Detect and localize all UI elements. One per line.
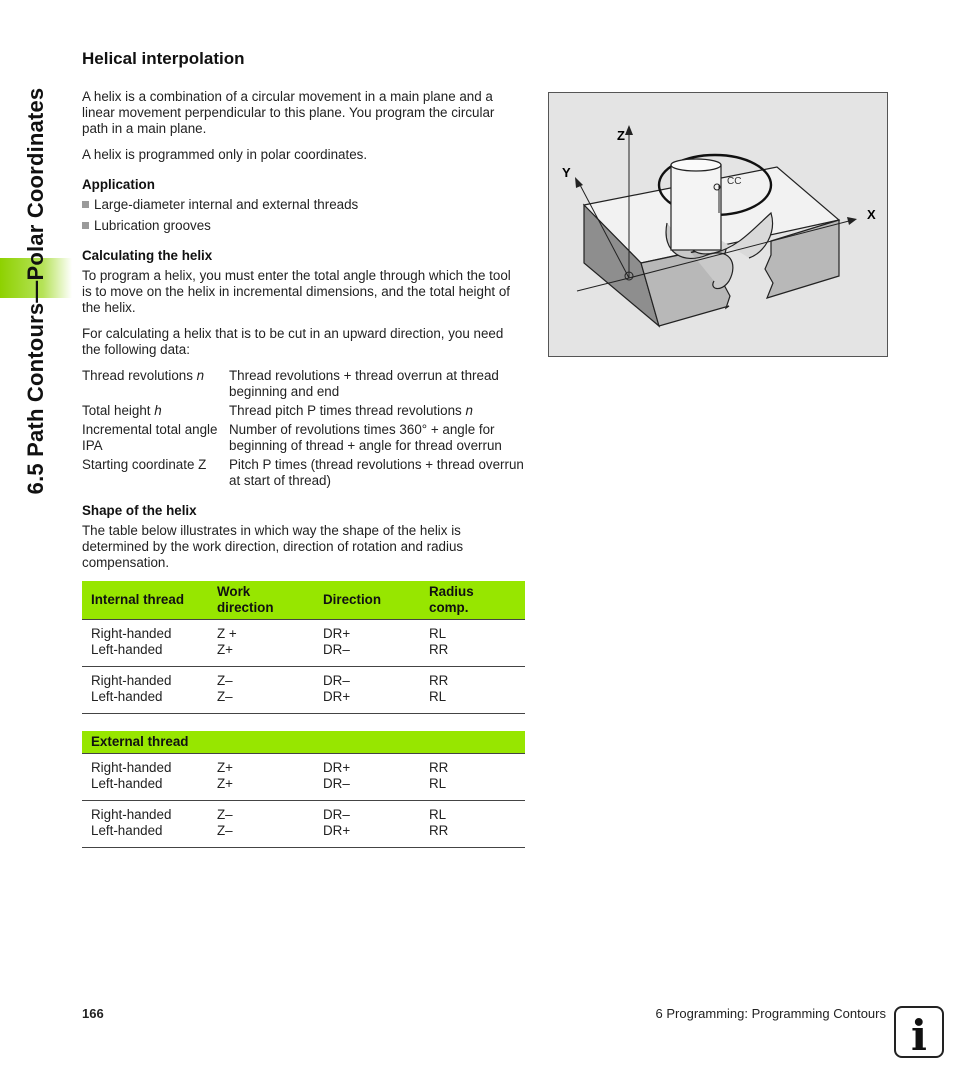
table-cell: RL RR	[420, 801, 525, 848]
calc-paragraph-1: To program a helix, you must enter the total angle through which the tool is to move on the helix in incremental dimensions, and the total height of the helix.	[82, 268, 511, 315]
list-item-text: Large-diameter internal and external threads	[94, 197, 359, 212]
param-desc-text: Pitch P times (thread revolutions + thread overrun at start of thread)	[229, 457, 524, 488]
bullet-square-icon	[82, 201, 89, 208]
param-term	[82, 368, 229, 400]
x-axis-arrow-icon	[847, 217, 857, 225]
calc-paragraph-2: For calculating a helix that is to be cut in an upward direction, you need the following data:	[82, 326, 504, 357]
helix-drawing	[549, 93, 887, 356]
main-column	[82, 48, 524, 848]
tool-top	[671, 159, 721, 171]
col-header: Internal thread	[82, 581, 208, 620]
table-row	[82, 754, 525, 801]
shape-paragraph: The table below illustrates in which way the shape of the helix is determined by the work direction, direction of rotation and radius compensation.	[82, 523, 464, 570]
table-cell: Z + Z+	[208, 620, 314, 667]
table-cell: RL RR	[420, 620, 525, 667]
table-cell: Z+ Z+	[208, 754, 314, 801]
param-desc-var: n	[465, 403, 473, 418]
table-cell: Z– Z–	[208, 801, 314, 848]
col-header: External thread	[82, 731, 525, 754]
page-title: Helical interpolation	[82, 49, 245, 68]
list-item	[82, 197, 524, 213]
x-axis-label: X	[867, 207, 876, 222]
param-term-text: Starting coordinate Z	[82, 457, 207, 472]
table-cell: DR+ DR–	[314, 620, 420, 667]
table-cell: DR– DR+	[314, 801, 420, 848]
param-desc-text: Thread revolutions + thread overrun at thread beginning and end	[229, 368, 499, 399]
info-glyph: i	[911, 1011, 927, 1056]
info-icon[interactable]	[894, 1006, 944, 1058]
param-desc-text: Thread pitch P times thread revolutions	[229, 403, 466, 418]
table-cell: Right-handed Left-handed	[82, 667, 208, 714]
intro-paragraph-2: A helix is programmed only in polar coordinates.	[82, 147, 368, 162]
param-term-text: Total height	[82, 403, 155, 418]
y-axis-arrow-icon	[575, 177, 583, 188]
side-running-title	[0, 52, 72, 530]
helix-illustration	[548, 92, 888, 357]
param-desc	[229, 368, 524, 400]
col-header: Direction	[314, 581, 420, 620]
param-desc-text: Number of revolutions times 360° + angle for beginning of thread + angle for thread overrun	[229, 422, 502, 453]
table-cell: RR RL	[420, 667, 525, 714]
page-number: 166	[82, 1006, 104, 1021]
intro-paragraph-1: A helix is a combination of a circular movement in a main plane and a linear movement perpendicular to this plane. You program the circular path in a main plane.	[82, 89, 495, 136]
col-header: Work direction	[208, 581, 314, 620]
tool-body	[671, 165, 721, 250]
param-desc	[229, 403, 524, 419]
param-term-text: Thread revolutions	[82, 368, 197, 383]
shape-heading: Shape of the helix	[82, 503, 197, 518]
param-term	[82, 403, 229, 419]
table-row	[82, 620, 525, 667]
table-cell: DR+ DR–	[314, 754, 420, 801]
param-term-text: Incremental total angle IPA	[82, 422, 218, 453]
bullet-square-icon	[82, 222, 89, 229]
chapter-footer: 6 Programming: Programming Contours	[655, 1006, 886, 1021]
param-term-var: h	[154, 403, 162, 418]
list-item-text: Lubrication grooves	[94, 218, 211, 233]
list-item	[82, 218, 524, 234]
table-header-row	[82, 731, 525, 754]
table-cell: Z– Z–	[208, 667, 314, 714]
param-term	[82, 457, 229, 489]
param-term-var: n	[196, 368, 205, 383]
param-desc	[229, 457, 524, 489]
calculating-heading: Calculating the helix	[82, 248, 213, 263]
table-header-row	[82, 581, 525, 620]
helix-parameter-list	[82, 368, 524, 489]
table-row	[82, 667, 525, 714]
table-cell: Right-handed Left-handed	[82, 754, 208, 801]
application-heading: Application	[82, 177, 155, 192]
external-thread-table	[82, 731, 525, 848]
table-cell: RR RL	[420, 754, 525, 801]
table-cell: Right-handed Left-handed	[82, 620, 208, 667]
z-axis-label: Z	[617, 128, 625, 143]
param-term	[82, 422, 229, 454]
info-glyph-icon	[896, 1008, 942, 1056]
col-header: Radius comp.	[420, 581, 525, 620]
table-cell: DR– DR+	[314, 667, 420, 714]
param-desc	[229, 422, 524, 454]
cc-label: CC	[727, 176, 742, 187]
internal-thread-table	[82, 581, 525, 714]
side-title-text: 6.5 Path Contours—Polar Coordinates	[23, 87, 48, 495]
table-cell: Right-handed Left-handed	[82, 801, 208, 848]
y-axis-label: Y	[562, 165, 571, 180]
table-row	[82, 801, 525, 848]
application-list	[82, 197, 524, 234]
z-axis-arrow-icon	[625, 125, 633, 135]
